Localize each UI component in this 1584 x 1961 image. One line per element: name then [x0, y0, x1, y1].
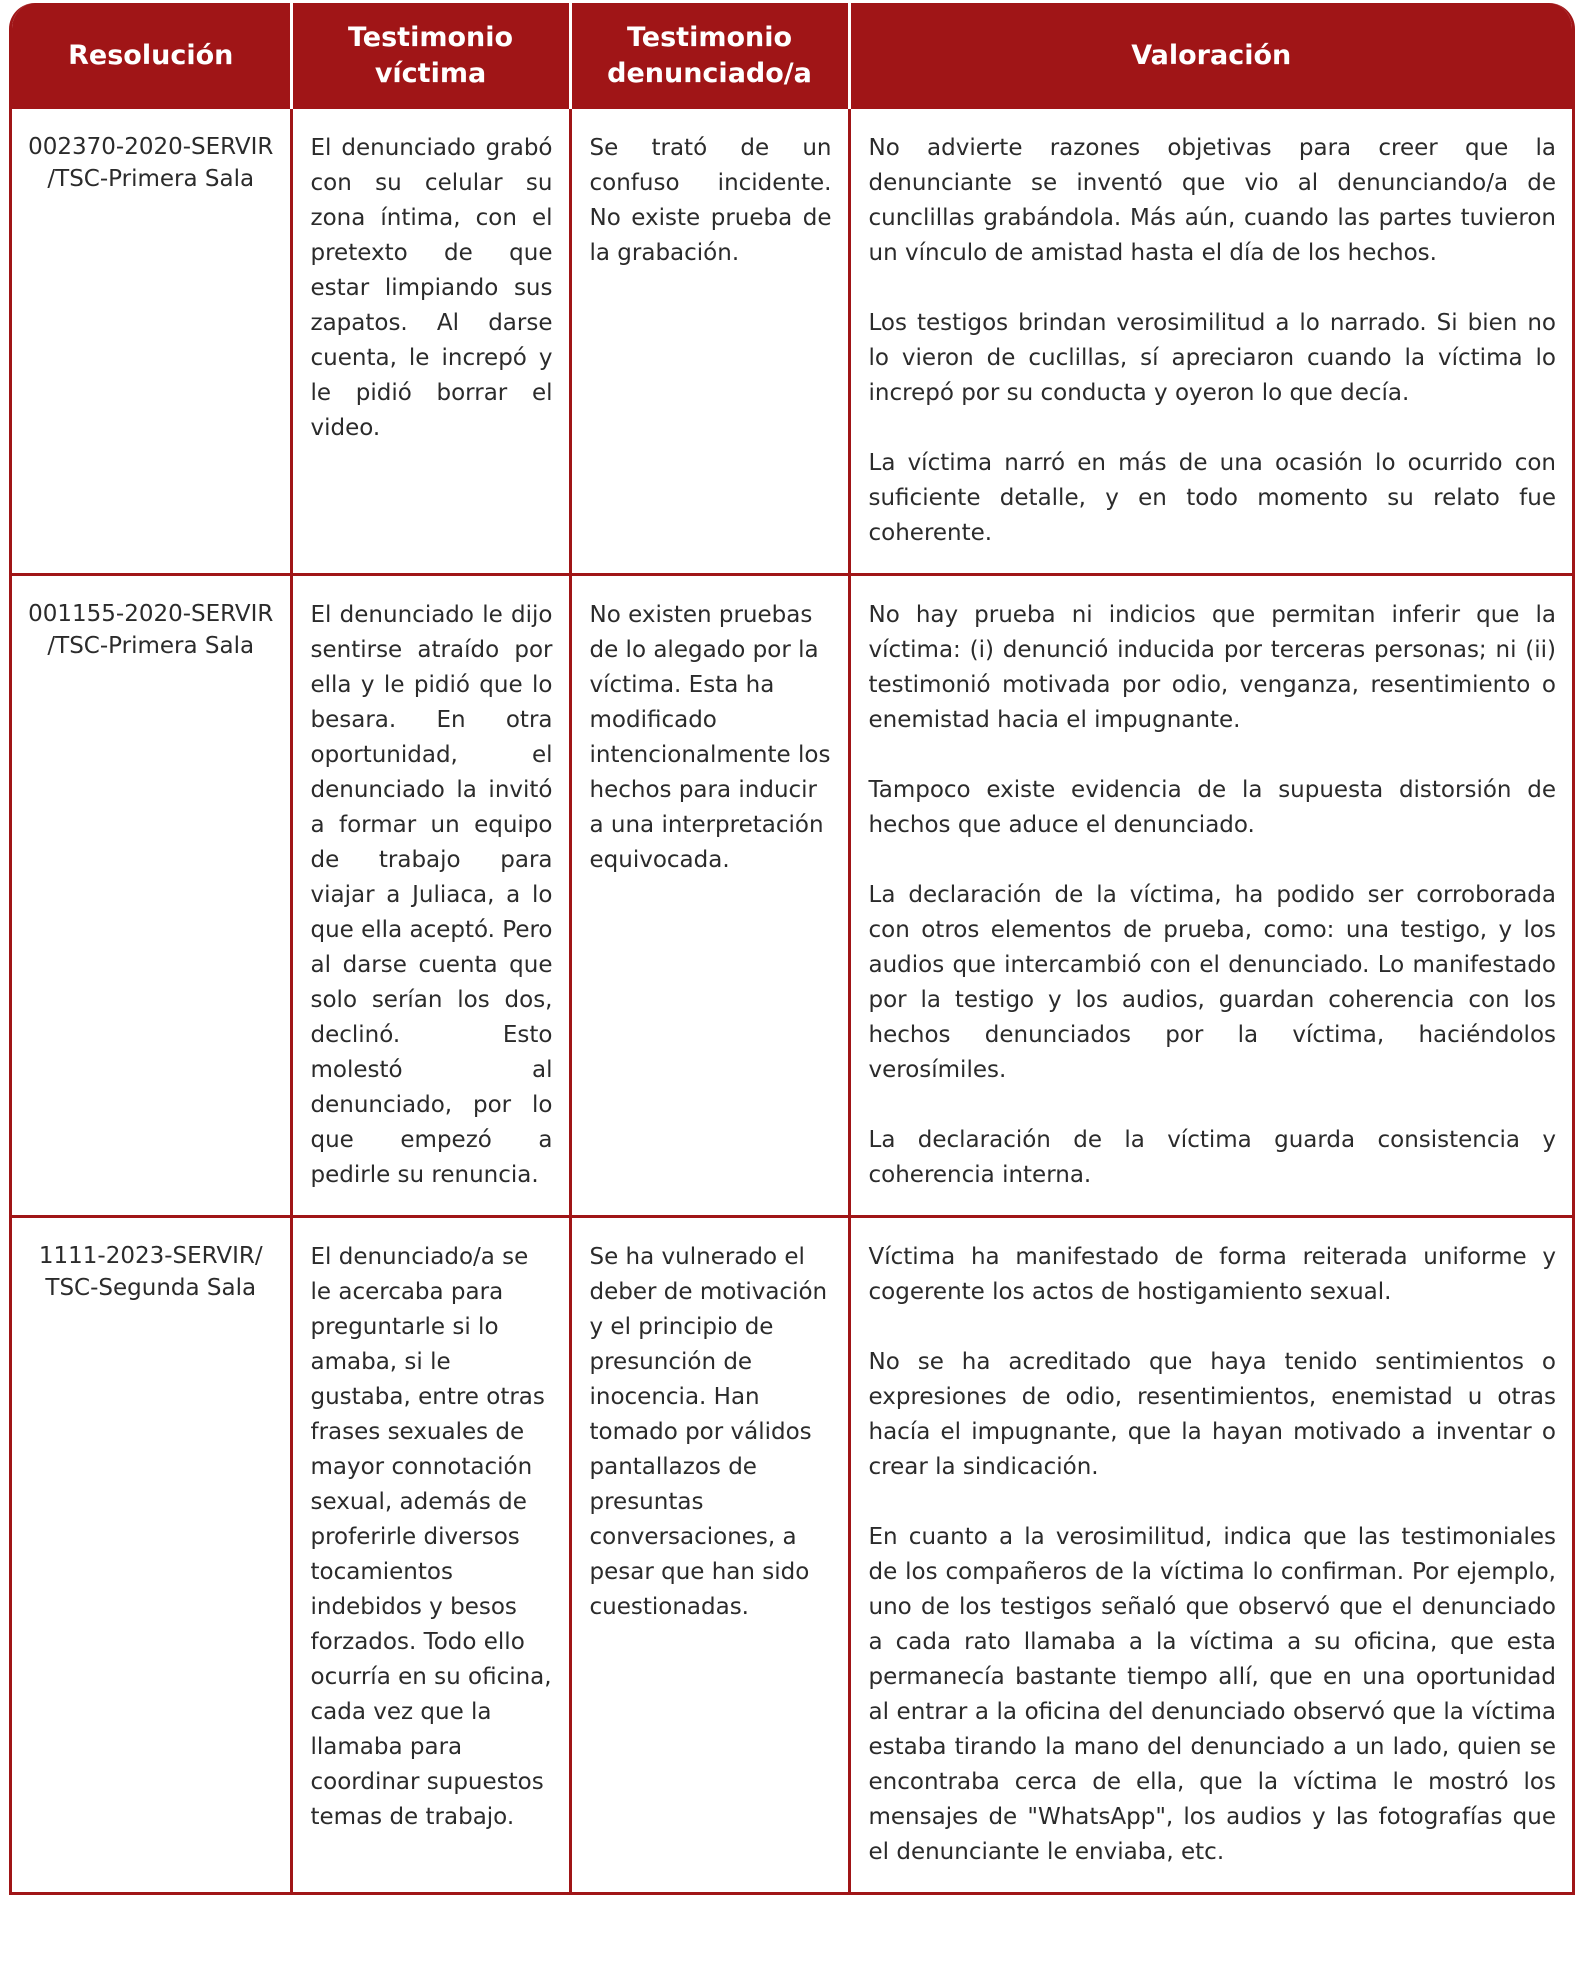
assessment-paragraph: No hay prueba ni indicios que permitan inferir que la víctima: (i) denunció inducida por terceras personas; ni (ii) testimonió motivada por odio, venganza, resentimiento o enemistad hacia el impugnante.	[868, 602, 1556, 733]
table-row	[12, 575, 1572, 1217]
assessment-paragraph: No advierte razones objetivas para creer que la denunciante se inventó que vio al denunciando/a de cunclillas grabándola. Más aún, cuando las partes tuvieron un vínculo de amistad hasta el día de los hechos.	[868, 135, 1556, 266]
table-body	[12, 109, 1572, 1892]
resolution-number: 002370-2020-SERVIR	[28, 134, 274, 160]
assessment-cell	[849, 109, 1572, 575]
header-valoracion: Valoración	[849, 3, 1572, 109]
victim-testimony-cell: El denunciado grabó con su celular su zona íntima, con el pretexto de que estar limpiando sus zapatos. Al darse cuenta, le increpó y le pidió borrar el video.	[291, 109, 570, 575]
resolution-cell	[12, 1217, 291, 1893]
assessment-paragraph: Los testigos brindan verosimilitud a lo narrado. Si bien no lo vieron de cuclillas, sí apreciaron cuando la víctima lo increpó por su conducta y oyeron lo que decía.	[868, 310, 1556, 406]
assessment-paragraph: Víctima ha manifestado de forma reiterada uniforme y cogerente los actos de hostigamiento sexual.	[868, 1244, 1556, 1305]
resolution-chamber: /TSC-Primera Sala	[47, 633, 255, 659]
assessment-cell	[849, 575, 1572, 1217]
accused-testimony-cell: Se ha vulnerado el deber de motivación y el principio de presunción de inocencia. Han tomado por válidos pantallazos de presuntas conversaciones, a pesar que han sido cuestionadas.	[570, 1217, 849, 1893]
accused-testimony-cell: No existen pruebas de lo alegado por la víctima. Esta ha modificado intencionalmente los hechos para inducir a una interpretación equivocada.	[570, 575, 849, 1217]
resolution-chamber: /TSC-Primera Sala	[47, 166, 255, 192]
table-header	[12, 3, 1572, 109]
assessment-paragraph: La declaración de la víctima, ha podido ser corroborada con otros elementos de prueba, como: una testigo, y los audios que intercambió con el denunciado. Lo manifestado por la testigo y los audios, guardan coherencia con los hechos denunciados por la víctima, haciéndolos verosímiles.	[868, 882, 1556, 1083]
table-row	[12, 1217, 1572, 1893]
resolution-chamber: TSC-Segunda Sala	[45, 1275, 257, 1301]
header-resolucion: Resolución	[12, 3, 291, 109]
case-table-container	[9, 3, 1575, 1895]
resolution-cell	[12, 575, 291, 1217]
victim-testimony-cell: El denunciado le dijo sentirse atraído por ella y le pidió que lo besara. En otra oportunidad, el denunciado la invitó a formar un equipo de trabajo para viajar a Juliaca, a lo que ella aceptó. Pero al darse cuenta que solo serían los dos, declinó. Esto molestó al denunciado, por lo que empezó a pedirle su renuncia.	[291, 575, 570, 1217]
assessment-paragraph: La víctima narró en más de una ocasión lo ocurrido con suficiente detalle, y en todo momento su relato fue coherente.	[868, 450, 1556, 546]
header-testimonio-denunciado: Testimonio denunciado/a	[570, 3, 849, 109]
header-row	[12, 3, 1572, 109]
victim-testimony-cell: El denunciado/a se le acercaba para preguntarle si lo amaba, si le gustaba, entre otras frases sexuales de mayor connotación sexual, además de proferirle diversos tocamientos indebidos y besos forzados. Todo ello ocurría en su oficina, cada vez que la llamaba para coordinar supuestos temas de trabajo.	[291, 1217, 570, 1893]
assessment-cell	[849, 1217, 1572, 1893]
assessment-paragraph: Tampoco existe evidencia de la supuesta distorsión de hechos que aduce el denunciado.	[868, 777, 1556, 838]
resolution-cell	[12, 109, 291, 575]
assessment-paragraph: En cuanto a la verosimilitud, indica que las testimoniales de los compañeros de la víctima lo confirman. Por ejemplo, uno de los testigos señaló que observó que el denunciado a cada rato llamaba a la víctima a su oficina, que esta permanecía bastante tiempo allí, que en una oportunidad al entrar a la oficina del denunciado observó que la víctima estaba tirando la mano del denunciado a un lado, quien se encontraba cerca de ella, que la víctima le mostró los mensajes de "WhatsApp", los audios y las fotografías que el denunciante le enviaba, etc.	[868, 1524, 1556, 1865]
resolution-number: 1111-2023-SERVIR/	[38, 1243, 263, 1269]
accused-testimony-cell: Se trató de un confuso incidente. No existe prueba de la grabación.	[570, 109, 849, 575]
resolution-number: 001155-2020-SERVIR	[28, 601, 274, 627]
assessment-paragraph: No se ha acreditado que haya tenido sentimientos o expresiones de odio, resentimientos, enemistad u otras hacía el impugnante, que la hayan motivado a inventar o crear la sindicación.	[868, 1349, 1556, 1480]
table-row	[12, 109, 1572, 575]
header-testimonio-victima: Testimonio víctima	[291, 3, 570, 109]
assessment-paragraph: La declaración de la víctima guarda consistencia y coherencia interna.	[868, 1127, 1556, 1188]
case-table	[12, 3, 1572, 1892]
